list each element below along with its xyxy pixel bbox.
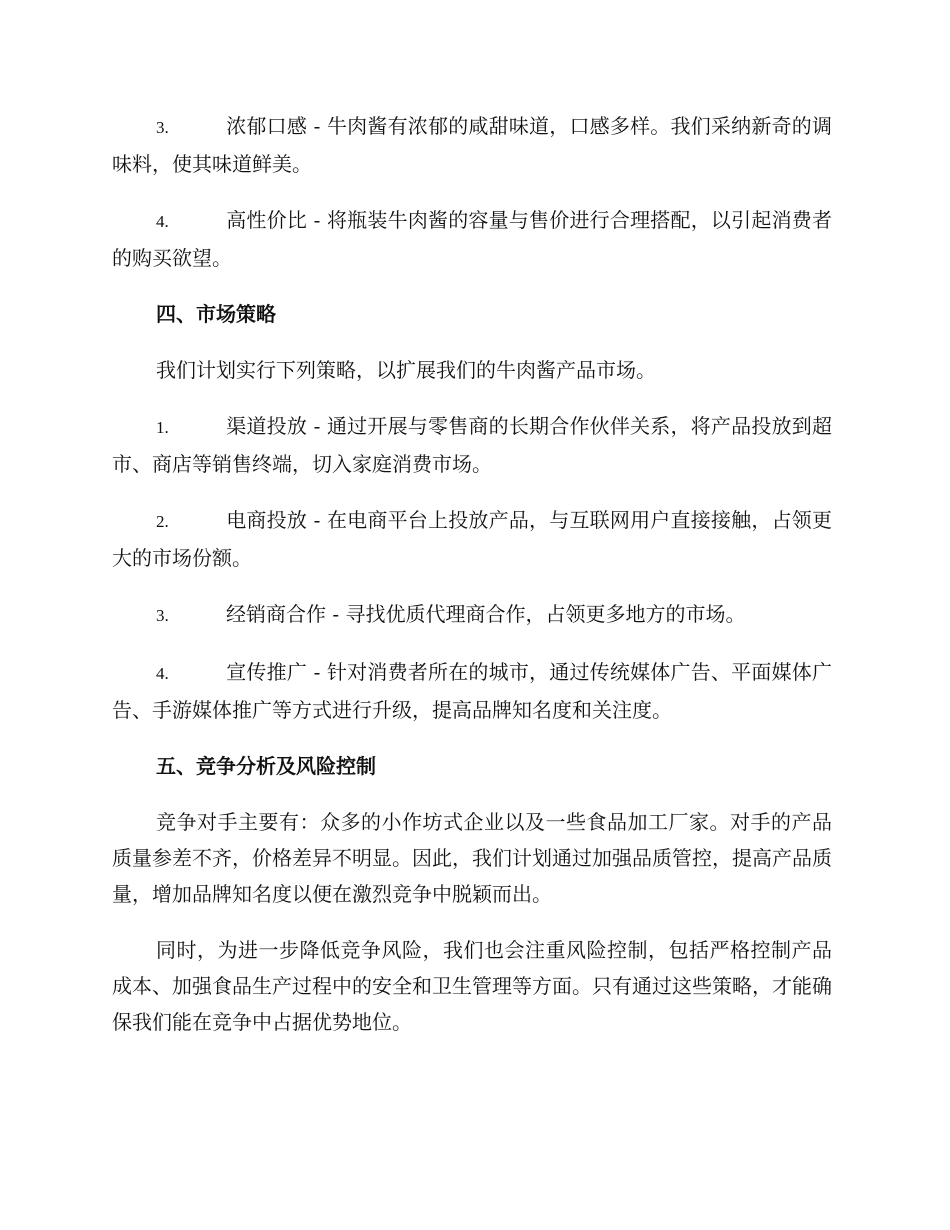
list-number: 3. — [156, 606, 169, 625]
list-text: 宣传推广 - 针对消费者所在的城市，通过传统媒体广告、平面媒体广告、手游媒体推广等方式进行升级，提高品牌知名度和关注度。 — [112, 660, 832, 722]
list-item — [112, 654, 832, 728]
section-heading-market-strategy: 四、市场策略 — [156, 302, 276, 326]
list-item — [112, 202, 832, 276]
list-item — [112, 108, 832, 182]
list-text: 浓郁口感 - 牛肉酱有浓郁的咸甜味道，口感多样。我们采纳新奇的调味料，使其味道鲜美。 — [112, 114, 832, 176]
list-text: 经销商合作 - 寻找优质代理商合作，占领更多地方的市场。 — [226, 602, 746, 626]
list-text: 高性价比 - 将瓶装牛肉酱的容量与售价进行合理搭配，以引起消费者的购买欲望。 — [112, 208, 832, 270]
list-item — [112, 596, 832, 634]
list-number: 1. — [156, 418, 169, 437]
body-paragraph: 同时，为进一步降低竞争风险，我们也会注重风险控制，包括严格控制产品成本、加强食品生产过程中的安全和卫生管理等方面。只有通过这些策略，才能确保我们能在竞争中占据优势地位。 — [112, 938, 832, 1034]
list-number: 4. — [156, 664, 169, 683]
list-number: 2. — [156, 512, 169, 531]
section-heading-competition: 五、竞争分析及风险控制 — [156, 754, 376, 778]
list-number: 4. — [156, 212, 169, 231]
body-paragraph: 竞争对手主要有：众多的小作坊式企业以及一些食品加工厂家。对手的产品质量参差不齐，价格差异不明显。因此，我们计划通过加强品质管控，提高产品质量，增加品牌知名度以便在激烈竞争中脱颖而出。 — [112, 810, 832, 906]
list-text: 渠道投放 - 通过开展与零售商的长期合作伙伴关系，将产品投放到超市、商店等销售终端，切入家庭消费市场。 — [112, 414, 832, 476]
section-intro: 我们计划实行下列策略，以扩展我们的牛肉酱产品市场。 — [156, 358, 656, 382]
list-item — [112, 502, 832, 576]
list-text: 电商投放 - 在电商平台上投放产品，与互联网用户直接接触，占领更大的市场份额。 — [112, 508, 832, 570]
document-page — [112, 108, 832, 1040]
list-item — [112, 408, 832, 482]
list-number: 3. — [156, 118, 169, 137]
